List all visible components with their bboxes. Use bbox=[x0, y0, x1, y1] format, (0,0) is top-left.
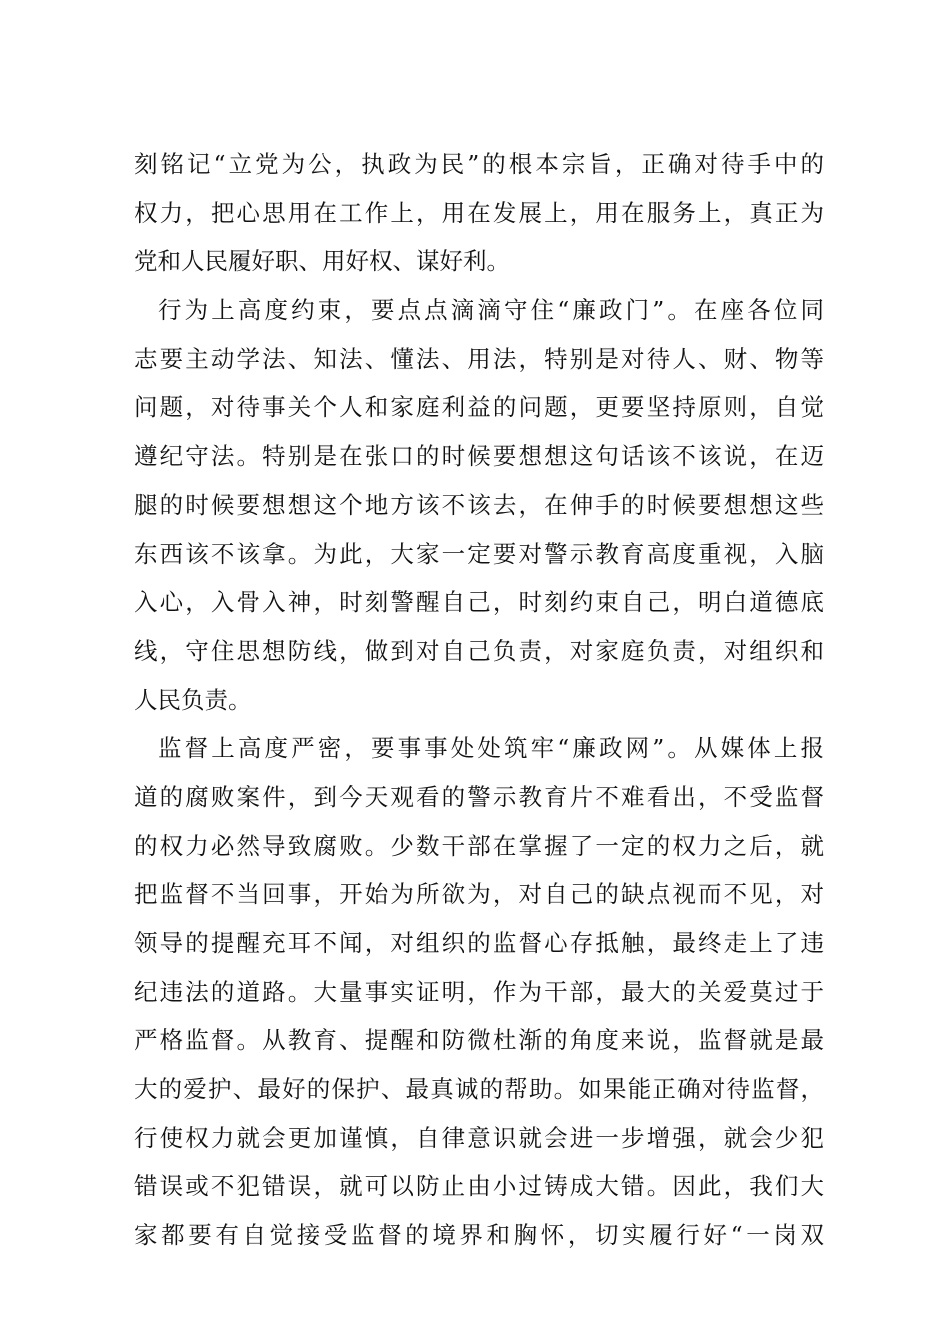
text-line: 遵纪守法。特别是在张口的时候要想想这句话该不该说，在迈 bbox=[134, 442, 824, 471]
text-line: 东西该不该拿。为此，大家一定要对警示教育高度重视，入脑 bbox=[134, 539, 824, 568]
text-line: 入心，入骨入神，时刻警醒自己，时刻约束自己，明白道德底 bbox=[134, 588, 824, 617]
text-line: 志要主动学法、知法、懂法、用法，特别是对待人、财、物等 bbox=[134, 344, 824, 373]
text-line: 行为上高度约束，要点点滴滴守住“廉政门”。在座各位同 bbox=[158, 296, 824, 325]
text-line: 行使权力就会更加谨慎，自律意识就会进一步增强，就会少犯 bbox=[134, 1123, 824, 1152]
text-line: 道的腐败案件，到今天观看的警示教育片不难看出，不受监督 bbox=[134, 782, 824, 811]
text-line: 线，守住思想防线，做到对自己负责，对家庭负责，对组织和 bbox=[134, 636, 824, 665]
text-line: 监督上高度严密，要事事处处筑牢“廉政网”。从媒体上报 bbox=[158, 734, 824, 763]
text-line: 人民负责。 bbox=[134, 685, 252, 714]
text-line: 家都要有自觉接受监督的境界和胸怀，切实履行好“一岗双 bbox=[134, 1221, 824, 1250]
document-body bbox=[134, 140, 824, 1260]
text-line: 权力，把心思用在工作上，用在发展上，用在服务上，真正为 bbox=[134, 198, 824, 227]
text-line: 问题，对待事关个人和家庭利益的问题，更要坚持原则，自觉 bbox=[134, 393, 824, 422]
text-line: 大的爱护、最好的保护、最真诚的帮助。如果能正确对待监督， bbox=[134, 1075, 824, 1104]
text-line: 纪违法的道路。大量事实证明，作为干部，最大的关爱莫过于 bbox=[134, 977, 824, 1006]
paragraph-2 bbox=[134, 286, 824, 724]
text-line: 严格监督。从教育、提醒和防微杜渐的角度来说，监督就是最 bbox=[134, 1026, 824, 1055]
text-line: 党和人民履好职、用好权、谋好利。 bbox=[134, 247, 510, 276]
text-line: 刻铭记“立党为公，执政为民”的根本宗旨，正确对待手中的 bbox=[134, 150, 824, 178]
text-line: 错误或不犯错误，就可以防止由小过铸成大错。因此，我们大 bbox=[134, 1172, 824, 1201]
text-line: 腿的时候要想想这个地方该不该去，在伸手的时候要想想这些 bbox=[134, 490, 824, 519]
paragraph-1 bbox=[134, 140, 824, 286]
paragraph-3 bbox=[134, 724, 824, 1260]
text-line: 的权力必然导致腐败。少数干部在掌握了一定的权力之后，就 bbox=[134, 831, 824, 860]
text-line: 把监督不当回事，开始为所欲为，对自己的缺点视而不见，对 bbox=[134, 880, 824, 909]
text-line: 领导的提醒充耳不闻，对组织的监督心存抵触，最终走上了违 bbox=[134, 929, 824, 957]
